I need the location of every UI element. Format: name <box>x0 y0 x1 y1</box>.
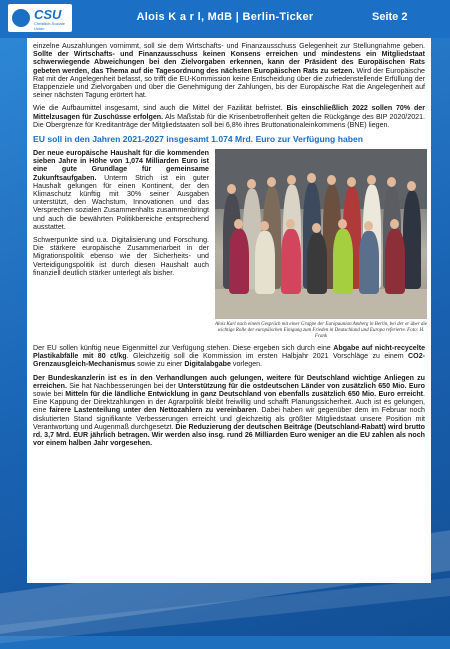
bold-text: Digitalabgabe <box>184 360 231 369</box>
text: sowie bei <box>33 390 66 399</box>
photo-caption: Alois Karl nach einem Gespräch mit einer Gruppe der Europaunion Amberg in Berlin, bei der er über die wichtige Rolle der europäischen Einigung zum Frieden in Deutschland und Europa referierte. Foto: H. Frank <box>215 322 428 340</box>
person-head <box>327 175 336 185</box>
bold-text: Unterstützung für die ostdeutschen Länder von zusätzlich 650 Mio. Euro <box>178 381 425 390</box>
person <box>281 229 301 294</box>
left-column <box>33 149 209 340</box>
person-head <box>307 173 316 183</box>
newsletter-title: Alois K a r l, MdB | Berlin-Ticker <box>136 11 314 23</box>
bold-text: CO2-Grenzausgleich-Mechanismus <box>33 352 425 369</box>
lion-emblem-icon <box>12 9 30 27</box>
paragraph-chancellor <box>33 374 425 448</box>
person-head <box>364 221 373 231</box>
paragraph-own-resources <box>33 344 425 369</box>
person <box>385 229 405 294</box>
person-head <box>347 177 356 187</box>
text: Wie die Aufbaumittel insgesamt, sind auch die Mittel der Fazilität befristet. <box>33 104 287 113</box>
person-head <box>367 175 376 185</box>
bold-text: Der neue europäische Haushalt für die kommenden sieben Jahre in Höhe von 1,074 Milliarden Euro ist eine gute Grundlage für gemeinsame Zukunftsaufgaben. <box>33 149 209 182</box>
bold-text: Die Reduzierung der deutschen Beiträge (Deutschland-Rabatt) wird brutto rd. 3,7 Mrd. EUR jährlich betragen. Wir werden also insg. rund 26 Milliarden Euro weniger an die EU zahlen als noch vor einem halben Jahr vorgesehen. <box>33 422 425 448</box>
paragraph-intro <box>33 42 425 99</box>
bold-text: Mitteln für die ländliche Entwicklung in ganz Deutschland von ebenfalls zusätzlich 650 Mio. Euro erreicht <box>65 390 424 399</box>
text: Als Maßstab für die Krisenbetroffenheit gelten die Rückgänge des BIP 2020/2021. Die Obergrenze für Kreditanträge der Mitgliedstaaten soll bei 6,8% ihres Bruttonationaleinkommens (BNE) liegen. <box>33 112 425 129</box>
text: Sie hat Nachbesserungen bei der <box>66 381 179 390</box>
text: . Dabei haben wir gegenüber dem im Februar noch diskutierten Stand signifikante Verbesserungen erreicht und gleichzeitig als größter Mitgliedstaat unsere Position mit Verantwortung und Augenmaß durchgesetzt. <box>33 406 425 431</box>
right-column <box>215 149 427 340</box>
paragraph-priorities: Schwerpunkte sind u.a. Digitalisierung und Forschung. Die stärkere europäische Zusammenarbeit in der Migrationspolitik ebenso wie der Sicherheits- und Verteidigungspolitik ist durch diesen Haushalt auch finanziell deutlich stärker unterlegt als bisher. <box>33 236 209 277</box>
person-head <box>407 181 416 191</box>
person-head <box>227 184 236 194</box>
bold-text: Abgabe auf nicht-recycelte Plastikabfälle mit 80 ct/kg <box>33 344 426 361</box>
section-heading: EU soll in den Jahren 2021-2027 insgesamt 1.074 Mrd. Euro zur Verfügung haben <box>33 134 364 145</box>
text: . Gleichzeitig soll die Kommission im ersten Halbjahr 2021 Vorschläge zu einem <box>126 352 409 361</box>
two-column-section <box>33 149 428 340</box>
person-head <box>260 221 269 231</box>
person <box>255 231 275 294</box>
text: einzelne Auszahlungen vornimmt, soll sie dem Wirtschafts- und Finanzausschuss Gelegenheit zur Stellungnahme geben. <box>33 42 425 50</box>
person-head <box>247 179 256 189</box>
person <box>359 231 379 294</box>
person-head <box>267 177 276 187</box>
paragraph-budget <box>33 149 209 231</box>
logo-subtext: Christlich-Soziale Union <box>34 21 65 31</box>
person-head <box>234 219 243 229</box>
logo-text: CSU <box>34 7 62 22</box>
person <box>333 229 353 294</box>
person <box>403 191 421 289</box>
text: sowie zu einer <box>135 360 185 369</box>
page-number: Seite 2 <box>372 11 408 23</box>
person-head <box>312 223 321 233</box>
person <box>307 233 327 294</box>
csu-logo <box>8 4 72 32</box>
page-header <box>0 0 450 38</box>
bold-text: fairere Lastenteilung unter den Nettozahlern zu vereinbaren <box>49 406 257 415</box>
person-head <box>338 219 347 229</box>
person-head <box>387 177 396 187</box>
text: . Eine Kappung der Direktzahlungen in der Agrarpolitik bleibt freiwillig und schafft Planungssicherheit. Auch ist es gelungen, eine <box>33 390 426 415</box>
text: Wird der Europäische Rat mit der Angelegenheit befasst, so trifft die EU-Kommission keine Entscheidung über die zufriedenstellende Erfüllung der Etappenziele und Zielvorgaben und über die Genehmigung der Zahlungen, bis der Europäische Rat die Angelegenheit auf seiner nächsten Tagung erörtert hat. <box>33 66 425 100</box>
text: Unterm Strich ist ein guter Haushalt gelungen für einen Kontinent, der den Klimaschutz künftig mit 30% seiner Ausgaben unterstützt, den Wachstum, Innovationen und das Versprechen sozialen Zusammenhalts zusammenbringt und auch die bewährten Politikbereiche entsprechend ausstattet. <box>33 173 209 231</box>
group-photo <box>215 149 427 319</box>
article-body <box>27 38 431 583</box>
person <box>229 229 249 294</box>
person-head <box>286 219 295 229</box>
bold-text: Bis einschließlich 2022 sollen 70% der Mittelzusagen für Zuschüsse erfolgen. <box>33 104 425 121</box>
text: Der EU sollen künftig neue Eigenmittel zur Verfügung stehen. Diese ergeben sich durch eine <box>33 344 334 353</box>
person-head <box>390 219 399 229</box>
bold-text: Der Bundeskanzlerin ist es in den Verhandlungen auch gelungen, weitere für Deutschland wichtige Anliegen zu erreichen. <box>33 373 425 390</box>
person-head <box>287 175 296 185</box>
bold-text: Sollte der Wirtschafts- und Finanzausschuss keinen Konsens erreichen und mindestens ein Mitgliedstaat schwerwiegende Abweichungen bei den Zielvorgaben erkennen, kann der Präsident des Europäischen Rats gebeten werden, das Thema auf die Tagesordnung des nächsten Europäischen Rats zu setzen. <box>33 50 425 75</box>
paragraph-facility <box>33 104 425 129</box>
text: vorlegen. <box>230 360 263 369</box>
